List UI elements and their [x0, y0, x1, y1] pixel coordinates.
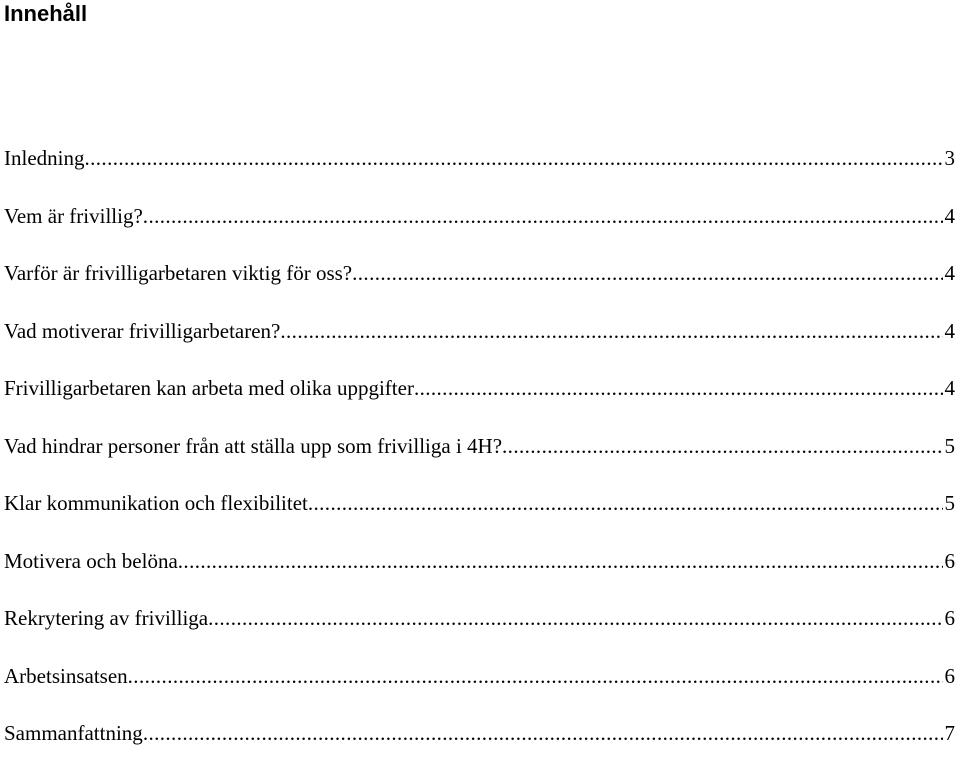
toc-entry[interactable]	[4, 374, 959, 402]
toc-entry-page: 4	[944, 261, 955, 286]
toc-entry-page: 4	[944, 203, 955, 228]
toc-entry-page: 6	[944, 606, 955, 631]
toc-dot-leader	[308, 489, 943, 517]
toc-entry-page: 3	[944, 146, 955, 170]
toc-entry-title: Arbetsinsatsen	[4, 663, 128, 688]
toc-entry-title: Vem är frivillig?	[4, 203, 143, 228]
toc-entry[interactable]	[4, 719, 959, 747]
toc-entry[interactable]	[4, 202, 959, 230]
toc-dot-leader	[178, 547, 943, 575]
toc-dot-leader	[352, 259, 942, 287]
toc-dot-leader	[128, 662, 943, 690]
toc-entry[interactable]	[4, 662, 959, 690]
toc-entry-title: Vad hindrar personer från att ställa upp som frivilliga i 4H?	[4, 433, 503, 458]
toc-entry-page: 4	[944, 376, 955, 401]
toc-entry-title: Vad motiverar frivilligarbetaren?	[4, 318, 281, 343]
toc-entry[interactable]	[4, 259, 959, 287]
toc-entry[interactable]	[4, 317, 959, 345]
toc-dot-leader	[502, 432, 942, 460]
toc-entry[interactable]	[4, 547, 959, 575]
toc-entry[interactable]	[4, 144, 959, 172]
toc-entry-title: Frivilligarbetaren kan arbeta med olika uppgifter	[4, 376, 414, 401]
toc-entry-page: 5	[944, 433, 955, 458]
toc-entry-title: Rekrytering av frivilliga	[4, 606, 209, 631]
toc-entry[interactable]	[4, 432, 959, 460]
toc-dot-leader	[84, 144, 942, 172]
toc-dot-leader	[143, 202, 943, 230]
toc-entry-page: 4	[944, 318, 955, 343]
toc-entry-title: Inledning	[4, 146, 85, 170]
toc-list	[4, 144, 959, 747]
toc-dot-leader	[414, 374, 943, 402]
toc-entry-title: Klar kommunikation och flexibilitet	[4, 491, 308, 516]
toc-dot-leader	[143, 719, 943, 747]
toc-entry-title: Sammanfattning	[4, 721, 143, 746]
toc-heading: Innehåll	[4, 1, 88, 26]
toc-entry[interactable]	[4, 489, 959, 517]
toc-entry-page: 5	[944, 491, 955, 516]
toc-entry-page: 7	[944, 721, 955, 746]
toc-entry-page: 6	[944, 663, 955, 688]
toc-dot-leader	[208, 604, 942, 632]
toc-entry[interactable]	[4, 604, 959, 632]
toc-entry-title: Motivera och belöna	[4, 548, 178, 573]
toc-entry-title: Varför är frivilligarbetaren viktig för oss?	[4, 261, 353, 286]
toc-entry-page: 6	[944, 548, 955, 573]
toc-dot-leader	[280, 317, 942, 345]
